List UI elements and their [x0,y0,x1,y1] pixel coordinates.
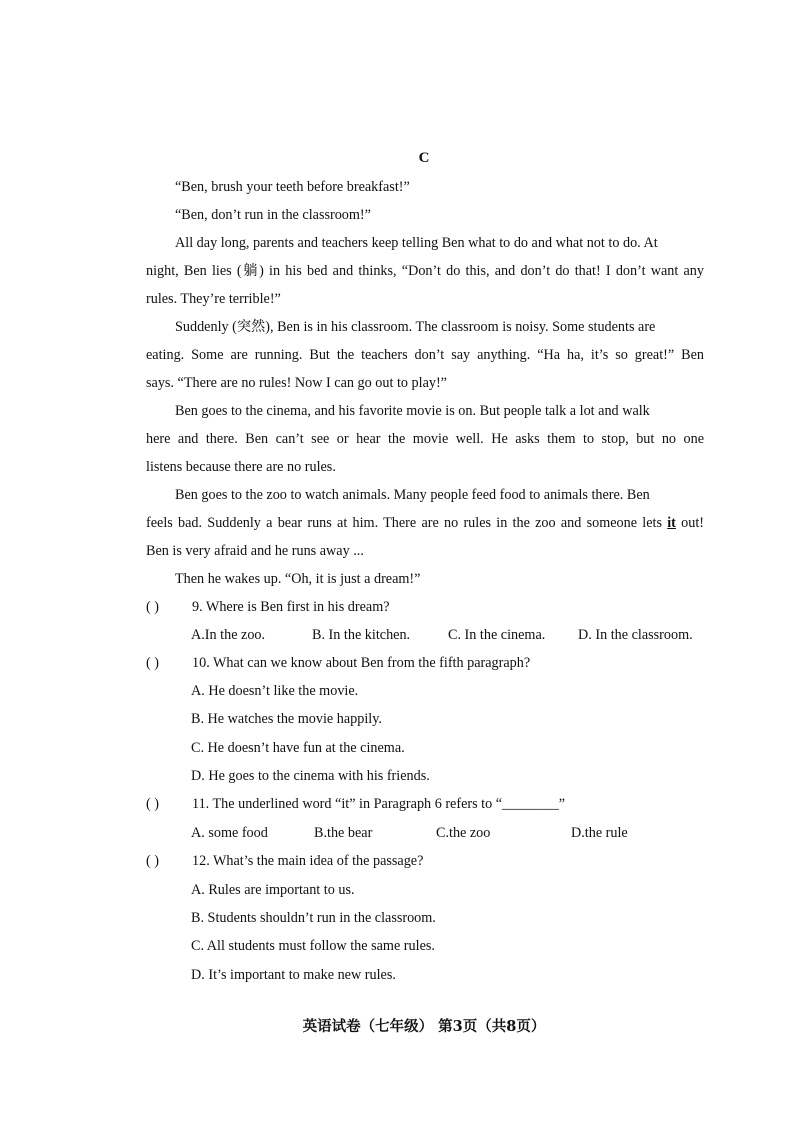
underlined-word-it: it [667,515,676,531]
passage-line: rules. They’re terrible!” [146,291,281,307]
option-b: B. He watches the movie happily. [191,711,382,727]
passage-line: Ben is very afraid and he runs away ... [146,543,364,559]
question-12 [146,852,423,870]
passage-line: All day long, parents and teachers keep telling Ben what to do and what not to do. At [175,235,658,251]
passage-line: night, Ben lies (躺) in his bed and thinks, “Don’t do this, and don’t do that! I don’t want any [146,263,704,279]
passage-text: out! [675,515,704,531]
question-text: 9. Where is Ben first in his dream? [192,599,390,615]
section-heading: C [418,150,430,166]
option-d: D. It’s important to make new rules. [191,967,396,983]
passage-line: Ben goes to the cinema, and his favorite movie is on. But people talk a lot and walk [175,403,650,419]
page-footer: 英语试卷（七年级） 第3页（共8页） [302,1018,546,1035]
answer-bracket[interactable]: ( ) [146,853,159,869]
option-a: A. He doesn’t like the movie. [191,683,359,699]
option-a: A.In the zoo. [191,627,266,643]
passage-line: Then he wakes up. “Oh, it is just a dream!” [175,571,421,587]
option-c: C. All students must follow the same rules. [191,938,435,954]
option-b: B. Students shouldn’t run in the classroom. [191,910,436,926]
option-b: B.the bear [314,825,373,841]
answer-bracket[interactable]: ( ) [146,599,159,615]
question-11 [146,795,565,813]
question-text: 11. The underlined word “it” in Paragraph 6 refers to “________” [192,796,566,812]
question-10 [146,654,530,672]
question-text: 12. What’s the main idea of the passage? [192,853,424,869]
passage-line: Suddenly (突然), Ben is in his classroom. The classroom is noisy. Some students are [175,319,656,335]
passage-text: feels bad. Suddenly a bear runs at him. There are no rules in the zoo and someone lets [146,515,668,531]
passage-line: says. “There are no rules! Now I can go out to play!” [146,375,447,391]
option-d: D. In the classroom. [578,627,693,643]
option-c: C.the zoo [436,825,491,841]
passage-line [146,514,704,532]
passage-line: listens because there are no rules. [146,459,336,475]
passage-line: eating. Some are running. But the teachers don’t say anything. “Ha ha, it’s so great!” Ben [146,347,704,363]
option-c: C. In the cinema. [448,627,546,643]
question-text: 10. What can we know about Ben from the fifth paragraph? [192,655,531,671]
passage-line: “Ben, brush your teeth before breakfast!” [175,179,410,195]
passage-line: Ben goes to the zoo to watch animals. Many people feed food to animals there. Ben [175,487,650,503]
passage-line: here and there. Ben can’t see or hear the movie well. He asks them to stop, but no one [146,431,704,447]
option-d: D.the rule [571,825,628,841]
answer-bracket[interactable]: ( ) [146,655,159,671]
option-a: A. Rules are important to us. [191,882,355,898]
option-a: A. some food [191,825,268,841]
option-b: B. In the kitchen. [312,627,411,643]
passage-line: “Ben, don’t run in the classroom!” [175,207,371,223]
answer-bracket[interactable]: ( ) [146,796,159,812]
option-c: C. He doesn’t have fun at the cinema. [191,740,405,756]
option-d: D. He goes to the cinema with his friends. [191,768,430,784]
question-9 [146,598,390,616]
